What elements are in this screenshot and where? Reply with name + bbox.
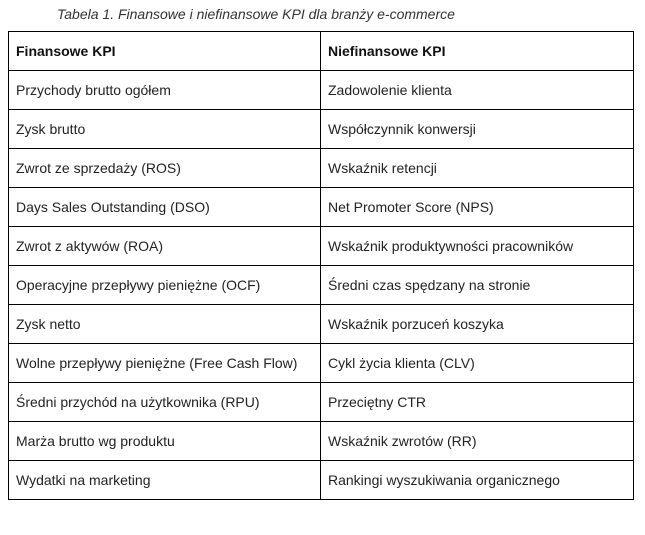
financial-kpi-cell: Days Sales Outstanding (DSO) — [9, 188, 321, 227]
financial-kpi-cell: Przychody brutto ogółem — [9, 71, 321, 110]
header-nonfinancial-kpi: Niefinansowe KPI — [321, 32, 634, 71]
financial-kpi-cell: Średni przychód na użytkownika (RPU) — [9, 383, 321, 422]
nonfinancial-kpi-cell: Wskaźnik zwrotów (RR) — [321, 422, 634, 461]
table-row — [9, 71, 634, 110]
table-row — [9, 383, 634, 422]
table-row — [9, 344, 634, 383]
nonfinancial-kpi-cell: Zadowolenie klienta — [321, 71, 634, 110]
table-row — [9, 110, 634, 149]
table-row — [9, 188, 634, 227]
header-financial-kpi: Finansowe KPI — [9, 32, 321, 71]
table-row — [9, 227, 634, 266]
table-caption: Tabela 1. Finansowe i niefinansowe KPI dla branży e-commerce — [57, 6, 455, 22]
kpi-table — [8, 31, 634, 500]
table-header-row — [9, 32, 634, 71]
nonfinancial-kpi-cell: Wskaźnik retencji — [321, 149, 634, 188]
financial-kpi-cell: Marża brutto wg produktu — [9, 422, 321, 461]
nonfinancial-kpi-cell: Wskaźnik porzuceń koszyka — [321, 305, 634, 344]
financial-kpi-cell: Wydatki na marketing — [9, 461, 321, 500]
nonfinancial-kpi-cell: Przeciętny CTR — [321, 383, 634, 422]
nonfinancial-kpi-cell: Cykl życia klienta (CLV) — [321, 344, 634, 383]
financial-kpi-cell: Zwrot ze sprzedaży (ROS) — [9, 149, 321, 188]
table-row — [9, 422, 634, 461]
financial-kpi-cell: Wolne przepływy pieniężne (Free Cash Flow) — [9, 344, 321, 383]
financial-kpi-cell: Zwrot z aktywów (ROA) — [9, 227, 321, 266]
financial-kpi-cell: Zysk netto — [9, 305, 321, 344]
nonfinancial-kpi-cell: Rankingi wyszukiwania organicznego — [321, 461, 634, 500]
financial-kpi-cell: Operacyjne przepływy pieniężne (OCF) — [9, 266, 321, 305]
table-row — [9, 149, 634, 188]
table-row — [9, 461, 634, 500]
nonfinancial-kpi-cell: Net Promoter Score (NPS) — [321, 188, 634, 227]
nonfinancial-kpi-cell: Średni czas spędzany na stronie — [321, 266, 634, 305]
nonfinancial-kpi-cell: Wskaźnik produktywności pracowników — [321, 227, 634, 266]
table-row — [9, 305, 634, 344]
table-row — [9, 266, 634, 305]
nonfinancial-kpi-cell: Współczynnik konwersji — [321, 110, 634, 149]
financial-kpi-cell: Zysk brutto — [9, 110, 321, 149]
